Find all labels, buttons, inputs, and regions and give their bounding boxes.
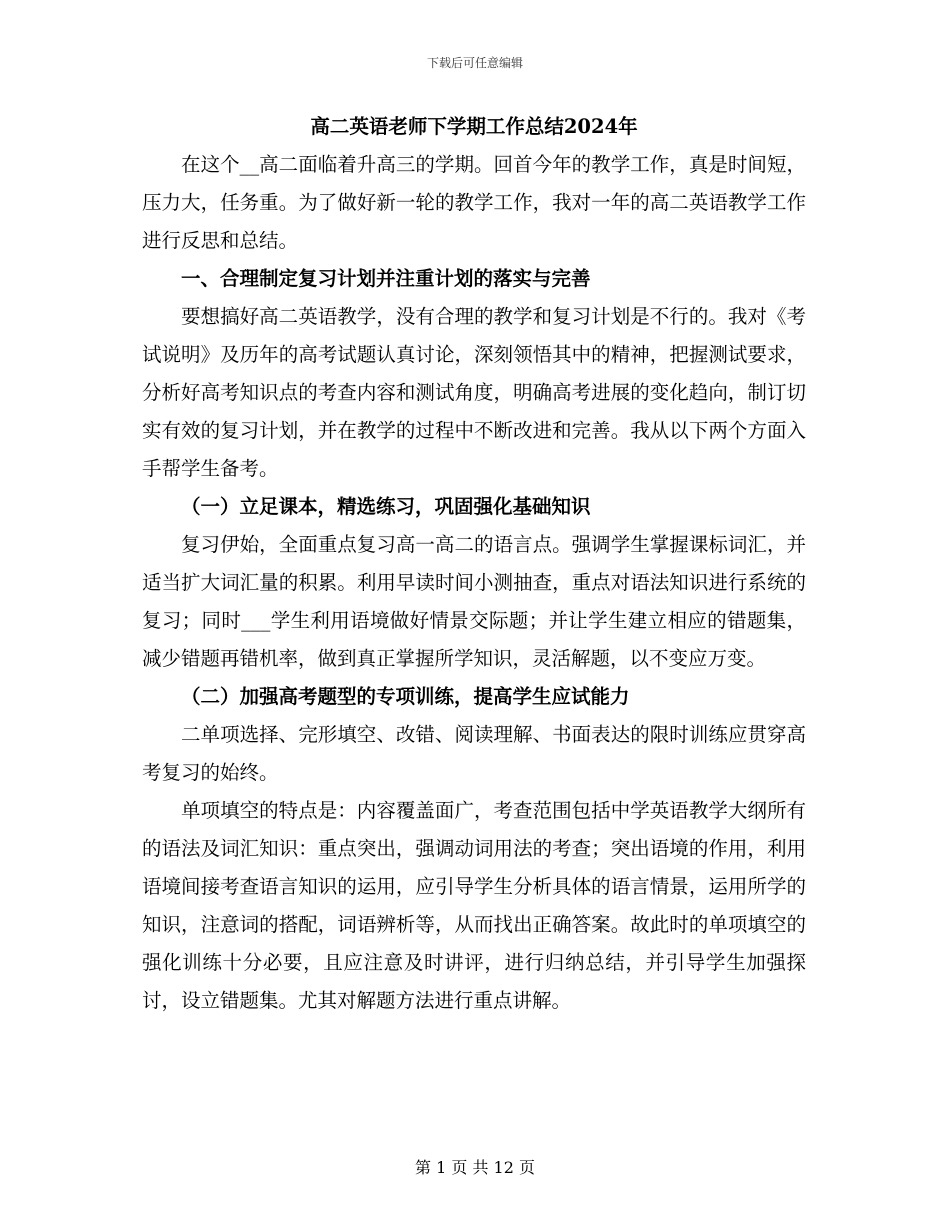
page-number-footer: 第 1 页 共 12 页	[415, 1158, 535, 1177]
section-1-paragraph: 要想搞好高二英语教学，没有合理的教学和复习计划是不行的。我对《考试说明》及历年的高考试题认真讨论，深刻领悟其中的精神，把握测试要求，分析好高考知识点的考查内容和测试角度，明确高考进展的变化趋向，制订切实有效的复习计划，并在教学的过程中不断改进和完善。我从以下两个方面入手帮学生备考。	[142, 305, 806, 480]
page-header-note: 下载后可任意编辑	[426, 56, 523, 70]
document-body	[142, 108, 806, 1020]
subsection-2-paragraph-2: 单项填空的特点是：内容覆盖面广，考查范围包括中学英语教学大纲所有的语法及词汇知识：重点突出，强调动词用法的考查；突出语境的作用，利用语境间接考查语言知识的运用，应引导学生分析具体的语言情景，运用所学的知识，注意词的搭配，词语辨析等，从而找出正确答案。故此时的单项填空的强化训练十分必要，且应注意及时讲评，进行归纳总结，并引导学生加强探讨，设立错题集。尤其对解题方法进行重点讲解。	[142, 799, 806, 1012]
subsection-2-heading: （二）加强高考题型的专项训练，提高学生应试能力	[181, 685, 630, 708]
intro-paragraph: 在这个__高二面临着升高三的学期。回首今年的教学工作，真是时间短，压力大，任务重。为了做好新一轮的教学工作，我对一年的高二英语教学工作进行反思和总结。	[142, 153, 806, 252]
subsection-2-paragraph-1: 二单项选择、完形填空、改错、阅读理解、书面表达的限时训练应贯穿高考复习的始终。	[142, 723, 806, 784]
document-title: 高二英语老师下学期工作总结2024年	[310, 115, 638, 138]
subsection-1-paragraph: 复习伊始，全面重点复习高一高二的语言点。强调学生掌握课标词汇，并适当扩大词汇量的积累。利用早读时间小测抽查，重点对语法知识进行系统的复习；同时___学生利用语境做好情景交际题；并让学生建立相应的错题集，减少错题再错机率，做到真正掌握所学知识，灵活解题，以不变应万变。	[142, 533, 806, 670]
subsection-1-heading: （一）立足课本，精选练习，巩固强化基础知识	[181, 495, 591, 518]
section-1-heading: 一、合理制定复习计划并注重计划的落实与完善	[181, 267, 591, 290]
